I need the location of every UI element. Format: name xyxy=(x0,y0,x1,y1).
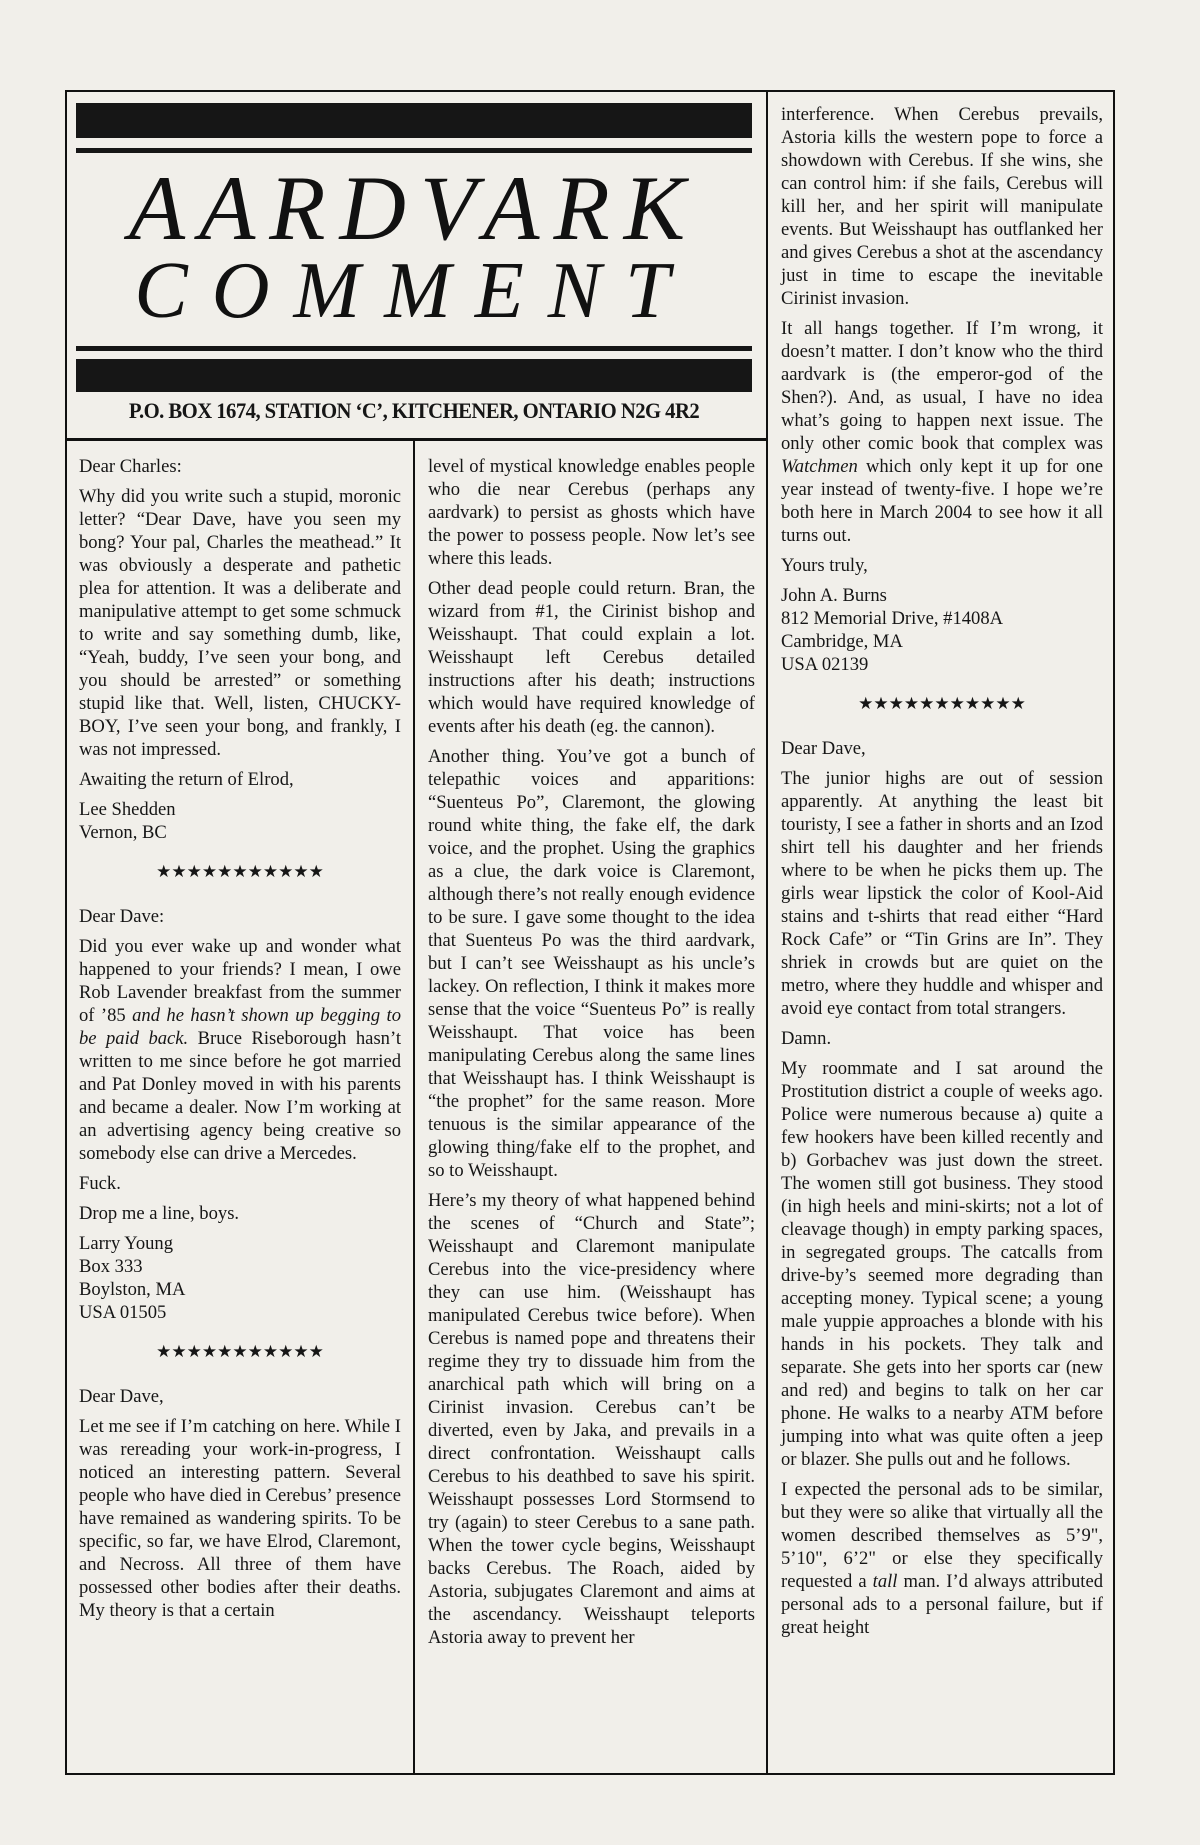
text: Awaiting the return of Elrod, xyxy=(79,769,294,790)
signature-line: USA 02139 xyxy=(781,654,869,675)
letter-paragraph xyxy=(781,554,1103,577)
text: Did you ever wake up and wonder what happened to your friends? I mean, I owe Rob Lavender breakfast from the summer of ’85 xyxy=(79,936,401,1026)
letter-signature xyxy=(781,584,1103,676)
header-divider xyxy=(65,438,767,441)
column-divider xyxy=(413,440,415,1775)
text: Dear Dave, xyxy=(79,1386,164,1407)
letter-paragraph xyxy=(428,577,755,738)
letter-paragraph xyxy=(781,103,1103,310)
letter-paragraph xyxy=(79,1415,401,1622)
letter-paragraph xyxy=(79,455,401,478)
text: Dear Dave: xyxy=(79,906,165,927)
text: I expected the personal ads to be similar, but they were so alike that virtually all the women described themselves as 5’9", 5’10", 6’2" or else they specifically requested a xyxy=(781,1479,1103,1592)
signature-line: Vernon, BC xyxy=(79,822,167,843)
letter-paragraph xyxy=(79,935,401,1165)
text: The junior highs are out of session apparently. At anything the least bit touristy, I see a father in shorts and an Izod shirt tell his daughter and her friends where to be when he picks them up. The girls wear lipstick the color of Kool-Aid stains and t-shirts that read either “Hard Rock Cafe” or “Tin Grins are In”. They shriek in crowds but are quiet on the metro, where they huddle and whisper and avoid eye contact from total strangers. xyxy=(781,768,1103,1019)
text: Here’s my theory of what happened behind the scenes of “Church and State”; Weisshaupt and Claremont manipulate Cerebus into the vice-presidency where they can use him. (Weisshaupt has manipulated Cerebus twice before). When Cerebus is named pope and threatens their regime they try to dissuade him from the anarchical path which will bring on a Cirinist invasion. Cerebus can’t be diverted, even by Jaka, and prevails in a direct confrontation. Weisshaupt calls Cerebus to his deathbed to save his spirit. Weisshaupt possesses Lord Stormsend to try (again) to steer Cerebus to a sane path. When the tower cycle begins, Weisshaupt backs Cerebus. The Roach, aided by Astoria, subjugates Claremont and aims at the ascendancy. Weisshaupt teleports Astoria away to prevent her xyxy=(428,1190,755,1648)
letters-column-right xyxy=(781,103,1103,1646)
masthead-bar xyxy=(76,103,752,138)
text: Dear Charles: xyxy=(79,456,182,477)
letter-paragraph xyxy=(428,1189,755,1649)
italic-text: tall xyxy=(872,1571,898,1592)
letter-paragraph xyxy=(428,745,755,1182)
letter-paragraph xyxy=(79,768,401,791)
letter-paragraph xyxy=(781,1478,1103,1639)
letter-signature xyxy=(79,798,401,844)
signature-line: John A. Burns xyxy=(781,585,887,606)
letter-signature xyxy=(79,1232,401,1324)
letter-paragraph xyxy=(79,1202,401,1225)
masthead-rule xyxy=(76,346,752,351)
text: Drop me a line, boys. xyxy=(79,1203,240,1224)
letter-paragraph xyxy=(781,767,1103,1020)
star-separator: ★★★★★★★★★★★ xyxy=(156,1342,324,1361)
text: It all hangs together. If I’m wrong, it doesn’t matter. I don’t know who the third aardvark is (the emperor-god of the Shen?). And, as usual, I have no idea what’s going to happen next issue. The only other comic book that complex was xyxy=(781,318,1103,454)
text: which only kept it up for one year instead of twenty-five. I hope we’re both here in March 2004 to see how it all turns out. xyxy=(781,456,1103,546)
signature-line: Box 333 xyxy=(79,1256,143,1277)
masthead-bar xyxy=(76,359,752,392)
star-separator: ★★★★★★★★★★★ xyxy=(858,694,1026,713)
letters-column-left xyxy=(79,455,401,1629)
text: Damn. xyxy=(781,1028,832,1049)
text: Let me see if I’m catching on here. While I was rereading your work-in-progress, I noticed an interesting pattern. Several people who have died in Cerebus’ presence have remained as wandering spirits. To be specific, so far, we have Elrod, Claremont, and Necross. All three of them have possessed other bodies after their deaths. My theory is that a certain xyxy=(79,1416,401,1621)
letter-paragraph xyxy=(79,1172,401,1195)
text: Other dead people could return. Bran, the wizard from #1, the Cirinist bishop and Weisshaupt. That could explain a lot. Weisshaupt left Cerebus detailed instructions after his death; instructions which would have required knowledge of events after his death (eg. the cannon). xyxy=(428,578,755,737)
text: Fuck. xyxy=(79,1173,121,1194)
signature-line: 812 Memorial Drive, #1408A xyxy=(781,608,1004,629)
letter-paragraph xyxy=(428,455,755,570)
text: level of mystical knowledge enables people who die near Cerebus (perhaps any aardvark) to persist as ghosts which have the power to possess people. Now let’s see where this leads. xyxy=(428,456,755,569)
letters-column-middle xyxy=(428,455,755,1656)
mailing-address: P.O. BOX 1674, STATION ‘C’, KITCHENER, ONTARIO N2G 4R2 xyxy=(128,398,700,423)
masthead-title-comment: COMMENT xyxy=(134,247,694,335)
letter-paragraph xyxy=(781,1057,1103,1471)
letter-paragraph xyxy=(781,737,1103,760)
letter-paragraph xyxy=(79,485,401,761)
masthead-rule xyxy=(76,148,752,153)
signature-line: Larry Young xyxy=(79,1233,174,1254)
text: man. I’d always attributed personal ads to a personal failure, but if great height xyxy=(781,1571,1103,1638)
italic-text: and he hasn’t shown up begging to be paid back. xyxy=(79,1005,401,1049)
text: Dear Dave, xyxy=(781,738,866,759)
text: Another thing. You’ve got a bunch of telepathic voices and apparitions: “Suenteus Po”, Claremont, the glowing round white thing, the fake elf, the dark voice, and the prophet. Using the graphics as a clue, the dark voice is Claremont, although there’s not really enough evidence to be sure. I gave some thought to the idea that Suenteus Po was the third aardvark, but I can’t see Weisshaupt as his uncle’s lackey. On reflection, I think it makes more sense that the voice “Suenteus Po” is really Weisshaupt. That voice has been manipulating Cerebus along the same lines that Weisshaupt has. I think Weisshaupt is “the prophet” for the same reason. More tenuous is the similar appearance of the glowing thing/fake elf to the prophet, and so to Weisshaupt. xyxy=(428,746,755,1181)
text: My roommate and I sat around the Prostitution district a couple of weeks ago. Police were numerous because a) quite a few hookers have been killed recently and b) Gorbachev was just down the street. The women still got business. They stood (in high heels and mini-skirts; not a lot of cleavage though) in empty parking spaces, in segregated groups. The catcalls from drive-by’s seemed more degrading than accepting money. Typical scene; a young male yuppie approaches a blonde with his hands in his pockets. They talk and separate. She gets into her sports car (new and red) and begins to talk on her car phone. He walks to a nearby ATM before jumping into what was quite often a jeep or blazer. She pulls out and he follows. xyxy=(781,1058,1103,1470)
star-separator: ★★★★★★★★★★★ xyxy=(156,862,324,881)
letter-paragraph xyxy=(79,905,401,928)
letter-paragraph xyxy=(79,1385,401,1408)
signature-line: USA 01505 xyxy=(79,1302,167,1323)
signature-line: Lee Shedden xyxy=(79,799,176,820)
text: Bruce Riseborough hasn’t written to me since before he got married and Pat Donley moved in with his parents and became a dealer. Now I’m working at an advertising agency being creative so somebody else can drive a Mercedes. xyxy=(79,1028,401,1164)
text: Yours truly, xyxy=(781,555,868,576)
masthead-title-aardvark: AARDVARK xyxy=(128,157,700,259)
signature-line: Boylston, MA xyxy=(79,1279,186,1300)
italic-text: Watchmen xyxy=(781,456,858,477)
letter-paragraph xyxy=(781,1027,1103,1050)
letter-paragraph xyxy=(781,317,1103,547)
signature-line: Cambridge, MA xyxy=(781,631,903,652)
text: interference. When Cerebus prevails, Astoria kills the western pope to force a showdown with Cerebus. If she wins, she can control him: if she fails, Cerebus will kill her, and her spirit will manipulate events. But Weisshaupt has outflanked her and gives Cerebus a shot at the ascendancy just in time to escape the inevitable Cirinist invasion. xyxy=(781,104,1103,309)
column-divider xyxy=(766,90,768,1775)
text: Why did you write such a stupid, moronic letter? “Dear Dave, have you seen my bong? Your pal, Charles the meathead.” It was obviously a desperate and pathetic plea for attention. It was a deliberate and manipulative attempt to get some schmuck to write and say something dumb, like, “Yeah, buddy, I’ve seen your bong, and you should be arrested” or something stupid like that. Well, listen, CHUCKY-BOY, I’ve seen your bong, and frankly, I was not impressed. xyxy=(79,486,401,760)
